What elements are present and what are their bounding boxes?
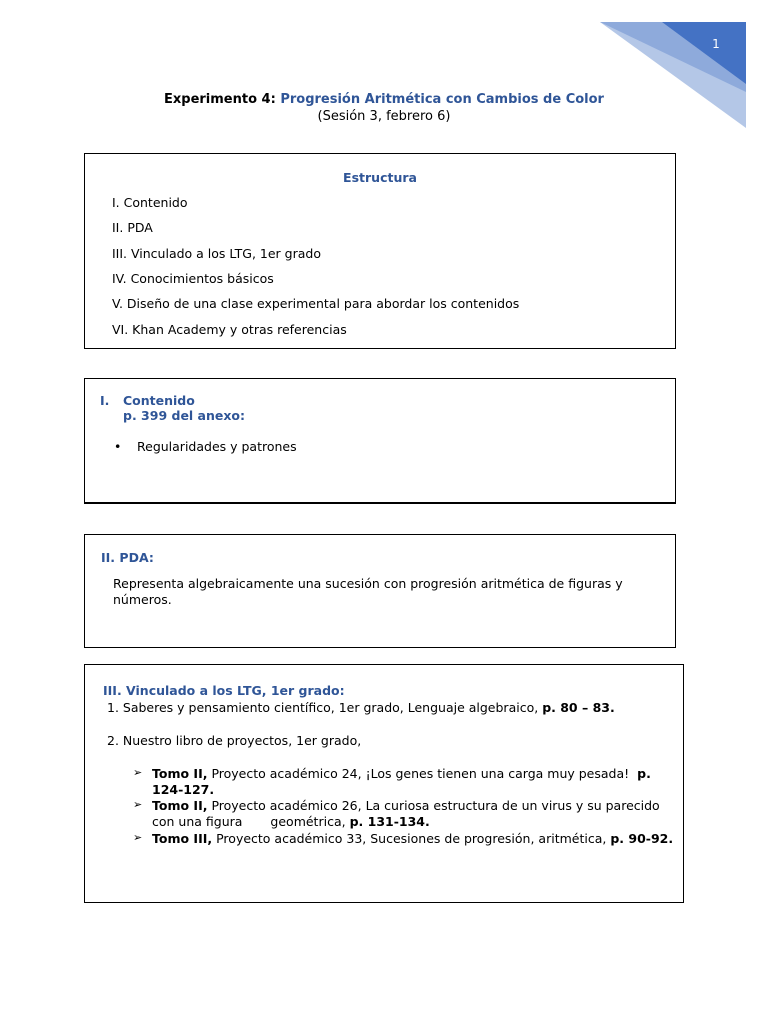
ltg-item-1 xyxy=(107,700,615,715)
structure-item: II. PDA xyxy=(112,220,153,235)
structure-item: I. Contenido xyxy=(112,195,188,210)
ltg-item-2: 2. Nuestro libro de proyectos, 1er grado, xyxy=(107,733,362,748)
ltg-subitem xyxy=(152,831,673,846)
ltg-box xyxy=(84,664,684,903)
pda-text-line1: Representa algebraicamente una sucesión con progresión aritmética de figuras y xyxy=(113,576,623,591)
bullet-icon: • xyxy=(114,439,122,454)
ltg-item-1-text: 1. Saberes y pensamiento científico, 1er grado, Lenguaje algebraico, xyxy=(107,700,539,715)
document-title xyxy=(0,91,768,125)
subitem-pages: p. 90-92. xyxy=(610,831,674,846)
subitem-text: Proyecto académico 24, ¡Los genes tienen una carga muy pesada! xyxy=(211,766,630,781)
ltg-subitem xyxy=(152,798,660,813)
tomo-label: Tomo II, xyxy=(152,798,208,813)
ltg-item-1-pages: p. 80 – 83. xyxy=(542,700,615,715)
subitem-text: con una figura xyxy=(152,814,243,829)
tomo-label: Tomo III, xyxy=(152,831,213,846)
subitem-pages: p. xyxy=(637,766,651,781)
experiment-label: Experimento 4: xyxy=(164,92,276,107)
ltg-heading: III. Vinculado a los LTG, 1er grado: xyxy=(103,683,345,698)
structure-item: IV. Conocimientos básicos xyxy=(112,271,274,286)
structure-heading: Estructura xyxy=(343,170,417,185)
arrow-bullet-icon: ➢ xyxy=(133,798,143,811)
arrow-bullet-icon: ➢ xyxy=(133,766,143,779)
pda-heading: II. PDA: xyxy=(101,550,154,565)
subitem-pages: 124-127. xyxy=(152,782,215,797)
contenido-numeral: I. xyxy=(100,393,110,408)
structure-item: III. Vinculado a los LTG, 1er grado xyxy=(112,246,321,261)
structure-item: VI. Khan Academy y otras referencias xyxy=(112,322,347,337)
subitem-text: Proyecto académico 33, Sucesiones de progresión, aritmética, xyxy=(216,831,607,846)
subitem-text: geométrica, xyxy=(270,814,346,829)
ltg-subitem xyxy=(152,766,651,781)
pda-text-line2: números. xyxy=(113,592,172,607)
contenido-subheading: p. 399 del anexo: xyxy=(123,408,246,423)
contenido-box xyxy=(84,378,676,504)
pda-box xyxy=(84,534,676,648)
structure-item: V. Diseño de una clase experimental para abordar los contenidos xyxy=(112,296,520,311)
session-info: (Sesión 3, febrero 6) xyxy=(317,109,451,124)
contenido-heading: Contenido xyxy=(123,393,195,408)
subitem-pages: p. 131-134. xyxy=(349,814,430,829)
contenido-bullet-text: Regularidades y patrones xyxy=(137,439,297,454)
structure-box xyxy=(84,153,676,349)
subitem-text: Proyecto académico 26, La curiosa estructura de un virus y su parecido xyxy=(211,798,660,813)
experiment-title: Progresión Aritmética con Cambios de Color xyxy=(280,92,604,107)
ltg-subitem-continuation xyxy=(152,814,430,829)
page-number: 1 xyxy=(712,37,720,51)
tomo-label: Tomo II, xyxy=(152,766,208,781)
arrow-bullet-icon: ➢ xyxy=(133,831,143,844)
